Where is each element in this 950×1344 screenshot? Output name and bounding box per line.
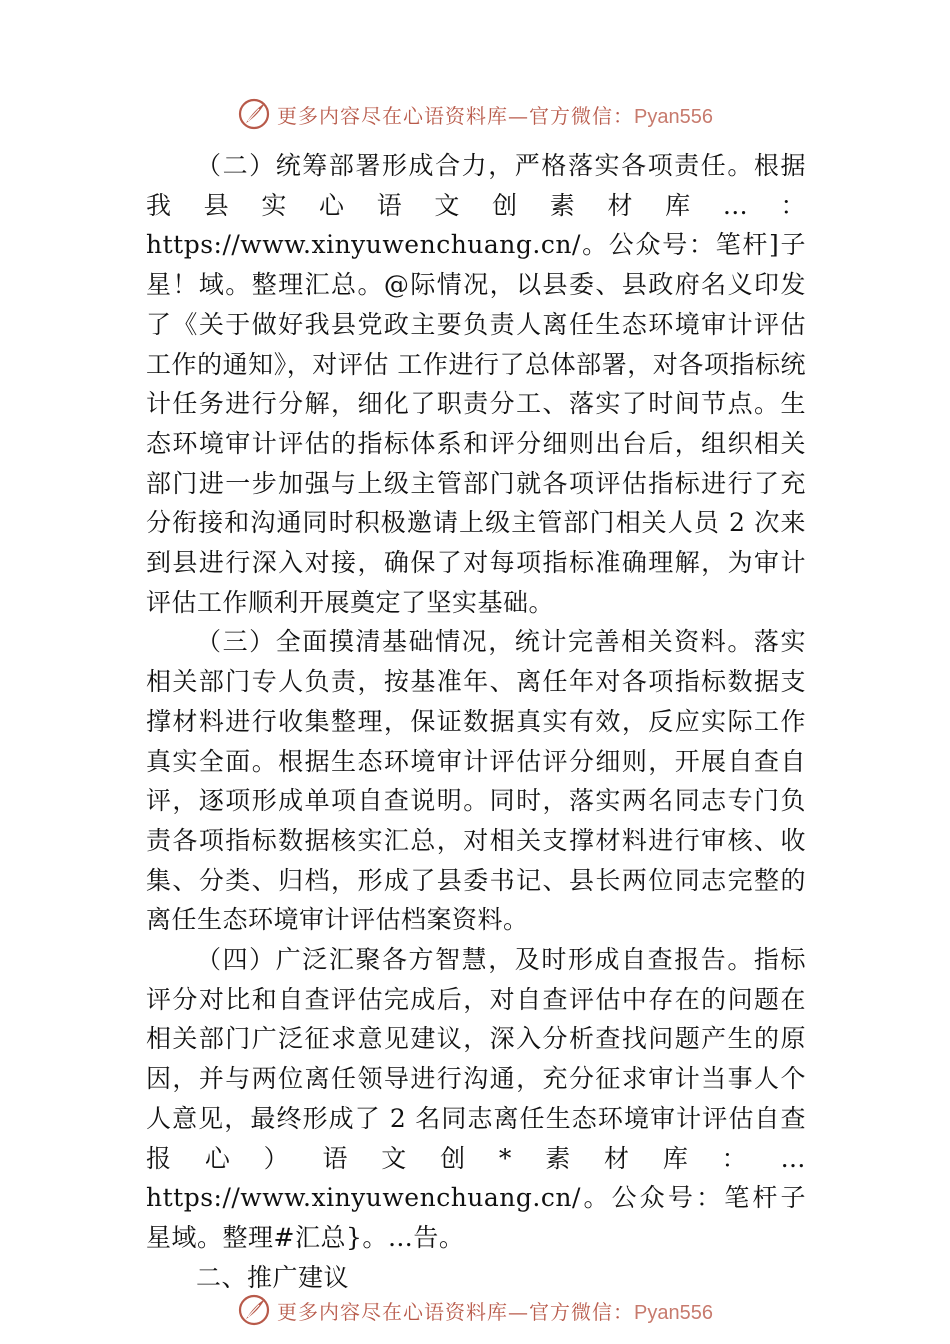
paragraph-4: （四）广泛汇聚各方智慧，及时形成自查报告。指标评分对比和自查评估完成后，对自查评估中存在的问题在相关部门广泛征求意见建议，深入分析查找问题产生的原因，并与两位离任领导进行沟通，充分征求审计当事人个人意见，最终形成了 2 名同志离任生态环境审计评估自查报心）语文创*素材库：…https://www.xinyuwenchuang.cn/。公众号：笔杆子星域。整理#汇总}。…告。 <box>146 945 806 1252</box>
watermark-text <box>277 1296 713 1325</box>
paragraph-2: （二）统筹部署形成合力，严格落实各项责任。根据我县实心语文创素材库…：https://www.xinyuwenchuang.cn/。公众号：笔杆]子星！域。整理汇总。@际情况，以县委、县政府名义印发了《关于做好我县党政主要负责人离任生态环境审计评估工作的通知》，对评估 工作进行了总体部署，对各项指标统计任务进行分解，细化了职责分工、落实了时间节点。生态环境审计评估的指标体系和评分细则出台后，组织相关部门进一步加强与上级主管部门就各项评估指标进行了充分衔接和沟通同时积极邀请上级主管部门相关人员 2 次来到县进行深入对接，确保了对每项指标准确理解，为审计评估工作顺利开展奠定了坚实基础。 <box>146 151 806 617</box>
header-watermark <box>0 94 950 134</box>
watermark-main: 更多内容尽在心语资料库 <box>277 103 509 128</box>
watermark-text <box>277 100 713 129</box>
paragraph-3: （三）全面摸清基础情况，统计完善相关资料。落实相关部门专人负责，按基准年、离任年对各项指标数据支撑材料进行收集整理，保证数据真实有效，反应实际工作真实全面。根据生态环境审计评估评分细则，开展自查自评，逐项形成单项自查说明。同时，落实两名同志专门负责各项指标数据核实汇总，对相关支撑材料进行审核、收集、分类、归档，形成了县委书记、县长两位同志完整的离任生态环境审计评估档案资料。 <box>146 627 806 935</box>
watermark-main: 更多内容尽在心语资料库 <box>277 1299 509 1324</box>
footer-watermark <box>0 1290 950 1330</box>
feather-circle-logo-icon <box>237 97 271 131</box>
watermark-id: Pyan556 <box>634 1301 713 1324</box>
feather-circle-logo-icon <box>237 1293 271 1327</box>
document-body <box>146 146 806 1297</box>
watermark-id: Pyan556 <box>634 105 713 128</box>
watermark-separator: —官方微信： <box>508 103 635 128</box>
section-heading: 二、推广建议 <box>196 1262 350 1292</box>
watermark-separator: —官方微信： <box>508 1299 635 1324</box>
